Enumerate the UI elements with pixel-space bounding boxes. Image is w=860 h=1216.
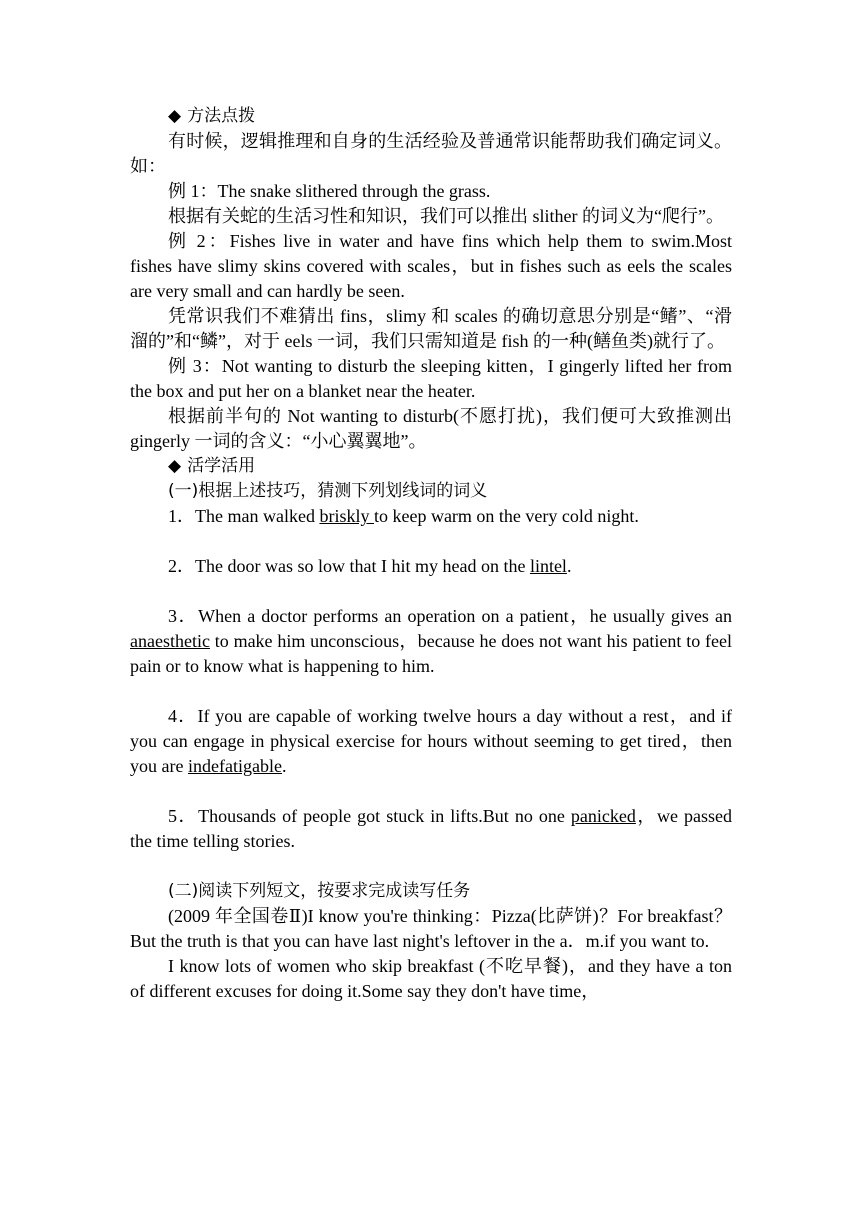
underlined-word: panicked bbox=[570, 806, 636, 826]
example-2: 例 2：Fishes live in water and have fins which help them to swim.Most fishes have slimy skins covered with scales，but in fishes such as eels the scales are very small and can hardly be seen. bbox=[130, 231, 732, 301]
example-3: 例 3：Not wanting to disturb the sleeping kitten，I gingerly lifted her from the box and put her on a blanket near the heater. bbox=[130, 356, 732, 401]
intro-paragraph: 有时候，逻辑推理和自身的生活经验及普通常识能帮助我们确定词义。如： bbox=[130, 131, 732, 176]
section-heading-practice bbox=[130, 454, 732, 479]
diamond-bullet-icon: ◆ bbox=[168, 456, 182, 476]
section-heading-method bbox=[130, 104, 732, 129]
question-item: 5．Thousands of people got stuck in lifts.But no one panicked，we passed the time telling stories. bbox=[130, 806, 732, 851]
question-item: 3．When a doctor performs an operation on a patient，he usually gives an anaesthetic to make him unconscious，because he does not want his patient to feel pain or to know what is happening to him. bbox=[130, 606, 732, 676]
example-3-explanation: 根据前半句的 Not wanting to disturb(不愿打扰)，我们便可大致推测出 gingerly 一词的含义：“小心翼翼地”。 bbox=[130, 406, 732, 451]
example-2-explanation: 凭常识我们不难猜出 fins，slimy 和 scales 的确切意思分别是“鳍”、“滑溜的”和“鳞”，对于 eels 一词，我们只需知道是 fish 的一种(鳝鱼类)就行了。 bbox=[130, 306, 732, 351]
question-item: 2．The door was so low that I hit my head on the lintel. bbox=[168, 556, 572, 576]
diamond-bullet-icon: ◆ bbox=[168, 106, 182, 126]
section-title: 方法点拨 bbox=[187, 106, 256, 126]
underlined-word: briskly bbox=[319, 506, 374, 526]
underlined-word: anaesthetic bbox=[130, 631, 210, 651]
answer-space bbox=[130, 779, 732, 804]
underlined-word: indefatigable bbox=[187, 756, 282, 776]
question-item: 4．If you are capable of working twelve hours a day without a rest，and if you can engage in physical exercise for hours without seeming to get tired，then you are indefatigable. bbox=[130, 706, 732, 776]
example-1: 例 1：The snake slithered through the grass. bbox=[168, 181, 491, 201]
question-item: 1．The man walked briskly to keep warm on the very cold night. bbox=[168, 506, 639, 526]
document-page bbox=[130, 104, 732, 1004]
underlined-word: lintel bbox=[529, 556, 567, 576]
reading-passage-paragraph: I know lots of women who skip breakfast (不吃早餐)，and they have a ton of different excuses for doing it.Some say they don't have time， bbox=[130, 956, 732, 1001]
answer-space bbox=[130, 579, 732, 604]
answer-space bbox=[130, 854, 732, 879]
part-1-title: (一)根据上述技巧，猜测下列划线词的词义 bbox=[168, 481, 488, 501]
answer-space bbox=[130, 529, 732, 554]
section-title: 活学活用 bbox=[187, 456, 256, 476]
answer-space bbox=[130, 679, 732, 704]
reading-passage-paragraph: (2009 年全国卷Ⅱ)I know you're thinking：Pizza(比萨饼)？For breakfast？But the truth is that you can have last night's leftover in the a．m.if you want to. bbox=[130, 906, 732, 951]
part-2-title: (二)阅读下列短文，按要求完成读写任务 bbox=[168, 881, 471, 901]
example-1-explanation: 根据有关蛇的生活习性和知识，我们可以推出 slither 的词义为“爬行”。 bbox=[168, 206, 724, 226]
